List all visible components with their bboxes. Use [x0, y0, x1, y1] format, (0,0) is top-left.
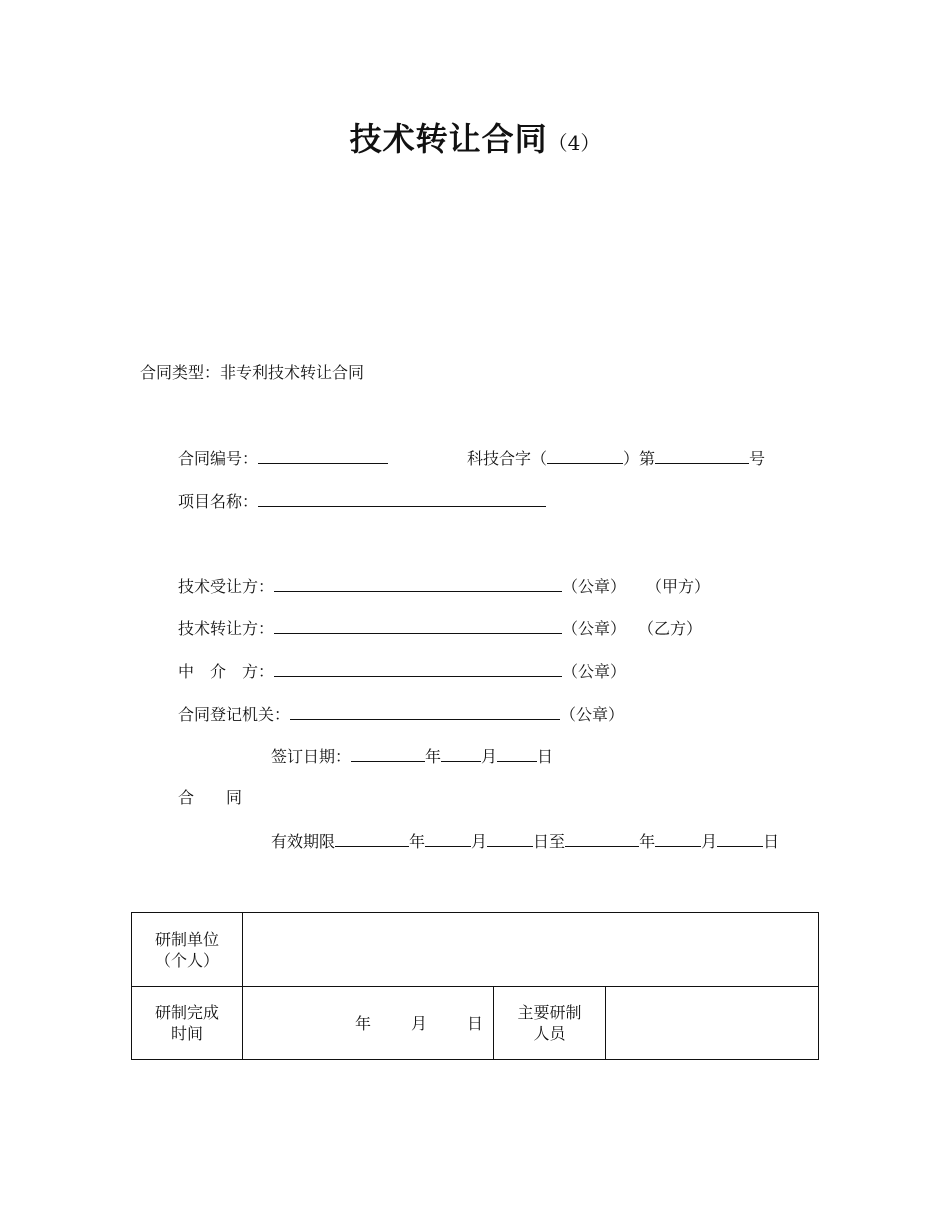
contract-type: 合同类型：非专利技术转让合同	[140, 363, 365, 382]
validity-month: 月	[471, 832, 488, 851]
title-main: 技术转让合同	[349, 120, 548, 158]
contract-he: 合 同	[178, 788, 243, 807]
table-row	[132, 987, 819, 1060]
date-year: 年	[355, 1013, 372, 1033]
transferee-row	[178, 575, 710, 598]
validity-year2-blank[interactable]	[565, 830, 639, 847]
intermediary-seal: （公章）	[562, 662, 627, 681]
transferor-seal: （公章）	[562, 619, 627, 638]
signing-month: 月	[481, 747, 498, 766]
transferee-role: （甲方）	[646, 577, 711, 596]
signing-day-blank[interactable]	[497, 745, 537, 762]
staff-label-line2: 人员	[533, 1024, 566, 1043]
intermediary-blank[interactable]	[274, 660, 562, 677]
transferor-label: 技术转让方：	[178, 619, 275, 638]
project-name-row	[178, 490, 546, 513]
transferor-role: （乙方）	[638, 619, 703, 638]
validity-day-to: 日至	[533, 832, 566, 851]
signing-year: 年	[425, 747, 442, 766]
transferee-blank[interactable]	[274, 575, 562, 592]
validity-label: 有效期限	[271, 832, 336, 851]
signing-year-blank[interactable]	[351, 745, 425, 762]
unit-label-line1: 研制单位	[154, 929, 219, 949]
kj-mid: ）第	[623, 449, 656, 468]
project-name-label: 项目名称：	[178, 492, 259, 511]
staff-label-cell	[494, 987, 606, 1060]
contract-number-row	[178, 447, 388, 470]
signing-month-blank[interactable]	[441, 745, 481, 762]
date-month: 月	[411, 1013, 428, 1033]
signing-date-row	[271, 745, 553, 768]
transferor-row	[178, 617, 702, 640]
registrar-label: 合同登记机关：	[178, 705, 291, 724]
registrar-row	[178, 703, 624, 726]
validity-day2: 日	[763, 832, 780, 851]
page-title	[0, 114, 950, 160]
validity-day-blank[interactable]	[487, 830, 533, 847]
kj-number-blank[interactable]	[655, 447, 749, 464]
validity-month2-blank[interactable]	[655, 830, 701, 847]
time-label-line2: 时间	[170, 1024, 203, 1043]
project-name-blank[interactable]	[258, 490, 546, 507]
date-day: 日	[467, 1013, 484, 1033]
validity-day2-blank[interactable]	[717, 830, 763, 847]
contract-number-label: 合同编号：	[178, 449, 259, 468]
contract-number-blank[interactable]	[258, 447, 388, 464]
transferee-seal: （公章）	[562, 577, 627, 596]
time-label-line1: 研制完成	[154, 1003, 219, 1022]
kj-suffix: 号	[749, 449, 766, 468]
table-row	[132, 913, 819, 987]
staff-label-line1: 主要研制	[517, 1003, 582, 1022]
unit-label-cell	[132, 913, 243, 987]
validity-month-blank[interactable]	[425, 830, 471, 847]
validity-year2: 年	[639, 832, 656, 851]
registrar-seal: （公章）	[560, 705, 625, 724]
time-value-cell[interactable]	[243, 987, 494, 1060]
time-label-cell	[132, 987, 243, 1060]
kj-prefix: 科技合字（	[467, 449, 548, 468]
validity-row	[271, 830, 779, 853]
research-info-table	[131, 912, 819, 1060]
unit-value-cell[interactable]	[243, 913, 819, 987]
title-number: （4）	[547, 131, 601, 155]
transferee-label: 技术受让方：	[178, 577, 275, 596]
unit-label-line2: （个人）	[154, 950, 219, 970]
transferor-blank[interactable]	[274, 617, 562, 634]
validity-year-blank[interactable]	[335, 830, 409, 847]
intermediary-label: 中 介 方：	[178, 662, 275, 681]
registrar-blank[interactable]	[290, 703, 560, 720]
validity-year: 年	[409, 832, 426, 851]
signing-day: 日	[537, 747, 554, 766]
kj-year-blank[interactable]	[547, 447, 623, 464]
validity-month2: 月	[701, 832, 718, 851]
staff-value-cell[interactable]	[606, 987, 819, 1060]
signing-date-label: 签订日期：	[271, 747, 352, 766]
intermediary-row	[178, 660, 626, 683]
kj-number-row	[467, 447, 765, 470]
